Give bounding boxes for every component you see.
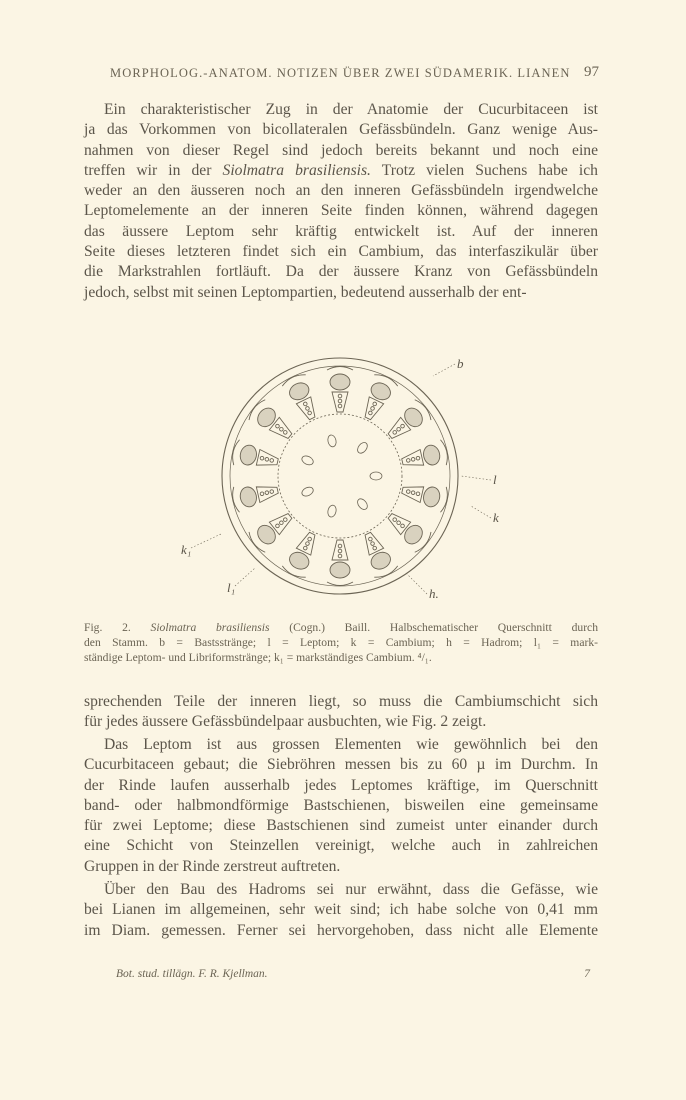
vessel: [338, 549, 342, 553]
vessel: [270, 458, 274, 462]
label-l1: l₁: [227, 580, 236, 595]
text-fragment: Trotz vielen Suchens habe ich: [381, 161, 598, 179]
medullary-strand: [356, 441, 370, 455]
paragraph-1: [84, 100, 598, 303]
hadrom: [296, 397, 319, 422]
vessel: [416, 492, 420, 496]
text-line: das äussere Leptom sehr kräftig entwickelt ist. Auf der inneren: [84, 222, 598, 240]
text-fragment: treffen wir in der: [84, 161, 212, 179]
vascular-bundle: [400, 439, 450, 474]
text-line: Ein charakteristischer Zug in der Anatomie der Cucurbitaceen ist: [104, 101, 598, 118]
text-line: Seite dieses letzteren findet sich ein Cambium, das interfaszikulär über: [84, 243, 598, 261]
vessel: [260, 492, 264, 496]
hadrom: [401, 450, 424, 470]
vessel: [368, 411, 373, 416]
vessel: [338, 554, 342, 558]
vessel: [411, 457, 415, 461]
hadrom: [361, 397, 384, 422]
label-leaders: [191, 364, 491, 594]
vessel: [396, 520, 401, 525]
cross-section-drawing: [175, 346, 515, 606]
hadrom: [332, 540, 348, 560]
vessel: [406, 458, 410, 462]
hadrom: [361, 530, 384, 555]
vessel: [400, 523, 405, 528]
medullary-strand: [327, 504, 337, 517]
vessel: [279, 520, 284, 525]
vessel: [275, 424, 280, 429]
text-line: Gruppen in der Rinde zerstreut auftreten.: [84, 857, 341, 875]
text-line: der Rinde laufen ausserhalb jedes Leptomes kräftige, im Querschnitt: [84, 776, 598, 794]
text-line: Über den Bau des Hadroms sei nur erwähnt, dass die Gefässe, wie: [104, 881, 598, 898]
caption-species: Siolmatra brasiliensis: [150, 621, 270, 634]
outer-cortex-ring: [222, 358, 458, 594]
vascular-bundle: [230, 478, 280, 513]
vessel: [416, 456, 420, 460]
vessel: [260, 456, 264, 460]
caption-line: ständige Leptom- und Libriformstränge; k₁ = markständiges Cambium. ⁴/₁.: [84, 651, 432, 664]
text-line: die Markstrahlen fortläuft. Da der äussere Kranz von Gefässbündeln: [84, 263, 598, 281]
vessel: [338, 544, 342, 548]
text-line-with-species: [84, 161, 598, 181]
vessel: [303, 402, 308, 407]
leptom: [330, 374, 350, 390]
text-line: für jedes äussere Gefässbündelpaar ausbuchten, wie Fig. 2 zeigt.: [84, 713, 487, 731]
text-line: nahmen von dieser Regel sind jedoch bereits bekannt und noch eine: [84, 141, 598, 159]
footer-signature: Bot. stud. tillägn. F. R. Kjellman.: [116, 968, 268, 980]
vessel: [283, 517, 288, 522]
leptom: [368, 549, 393, 572]
text-line: für zwei Leptome; diese Bastschienen sind zumeist unter einander durch: [84, 817, 598, 835]
vascular-bundle: [246, 506, 298, 555]
text-line: weder an den äusseren noch an den inneren Gefässbündeln irgendwelche: [84, 182, 598, 200]
medullary-strand: [356, 497, 370, 511]
figure-caption: [84, 620, 598, 665]
label-k1: k₁: [181, 542, 192, 557]
running-title: MORPHOLOG.-ANATOM. NOTIZEN ÜBER ZWEI SÜDAMERIK. LIANEN: [110, 66, 571, 80]
text-line: Das Leptom ist aus grossen Elementen wie gewöhnlich bei den: [104, 736, 598, 753]
figure-number: Fig. 2.: [84, 621, 131, 634]
text-line: jedoch, selbst mit seinen Leptompartien, bedeutend ausserhalb der ent-: [84, 283, 527, 301]
hadrom: [256, 482, 279, 502]
stem-cross-section-figure: [175, 346, 515, 606]
vascular-bundle: [230, 439, 280, 474]
label-k: k: [493, 510, 499, 525]
medullary-strand: [370, 472, 382, 480]
vessel: [368, 537, 373, 542]
hadrom: [401, 482, 424, 502]
page-number: 97: [584, 64, 599, 80]
page-footer: [116, 968, 596, 988]
label-l: l: [493, 472, 497, 487]
vessel: [392, 430, 397, 435]
bast-strand: [327, 582, 353, 586]
caption-line: den Stamm. b = Bastsstränge; l = Leptom; k = Cambium; h = Hadrom; l₁ = mark-: [84, 636, 598, 649]
vessel: [406, 489, 410, 493]
vessel: [338, 404, 342, 408]
vascular-bundle: [246, 398, 298, 447]
vessel: [392, 517, 397, 522]
caption-authors: (Cogn.) Baill.: [289, 621, 371, 634]
vessel: [338, 399, 342, 403]
vascular-bundle: [400, 478, 450, 513]
vessel: [270, 489, 274, 493]
vessel: [338, 394, 342, 398]
vessel: [396, 427, 401, 432]
vascular-bundles: [230, 367, 449, 586]
label-h: h.: [429, 586, 439, 601]
text-line: Cucurbitaceen gebaut; die Siebröhren messen bis zu 60 µ im Durchm. In: [84, 756, 598, 774]
species-name: Siolmatra brasiliensis.: [222, 161, 371, 179]
running-header: [0, 66, 686, 86]
vessel: [411, 491, 415, 495]
vessel: [275, 523, 280, 528]
vessel: [372, 402, 377, 407]
paragraph-2: [84, 692, 598, 733]
pith-boundary: [278, 414, 402, 538]
text-line: sprechenden Teile der inneren liegt, so muss die Cambiumschicht sich: [84, 693, 598, 710]
vessel: [370, 541, 375, 546]
leptom: [238, 485, 258, 508]
vessel: [279, 427, 284, 432]
vessel: [307, 411, 312, 416]
medullary-strand: [327, 434, 337, 447]
vessel: [265, 457, 269, 461]
leptom: [287, 549, 312, 572]
vessel: [303, 546, 308, 551]
label-b: b: [457, 356, 464, 371]
paragraph-3: [84, 735, 598, 877]
footer-sheet-number: 7: [584, 968, 590, 980]
text-line: im Diam. gemessen. Ferner sei hervorgehoben, dass nicht alle Elemente: [84, 921, 598, 939]
text-line: bei Lianen im allgemeinen, sehr weit sind; ich habe solche von 0,41 mm: [84, 901, 598, 919]
leptom: [368, 380, 393, 403]
bast-strand: [327, 367, 353, 371]
text-line: ja das Vorkommen von bicollateralen Gefässbündeln. Ganz wenige Aus-: [84, 121, 598, 139]
hadrom: [296, 530, 319, 555]
leptom: [422, 444, 442, 467]
leptom: [238, 444, 258, 467]
caption-line: [84, 620, 598, 635]
leptom: [422, 485, 442, 508]
caption-text: Halbschematischer Querschnitt durch: [389, 621, 599, 634]
text-line: eine Schicht von Steinzellen vereinigt, welche auch in zahlreichen: [84, 837, 598, 855]
paragraph-4: [84, 880, 598, 941]
vessel: [283, 430, 288, 435]
medullary-strand: [300, 485, 314, 497]
vascular-bundle: [327, 367, 353, 413]
inner-bundles: [300, 434, 382, 518]
text-line: Leptomelemente an der inneren Seite finden können, während dagegen: [84, 202, 598, 220]
hadrom: [256, 450, 279, 470]
vessel: [307, 537, 312, 542]
leptom: [330, 562, 350, 578]
vascular-bundle: [327, 540, 353, 586]
vascular-bundle: [382, 506, 434, 555]
vessel: [305, 541, 310, 546]
vessel: [370, 406, 375, 411]
vessel: [265, 491, 269, 495]
vessel: [400, 424, 405, 429]
text-line: band- oder halbmondförmige Bastschienen, bisweilen eine gemeinsame: [84, 796, 598, 814]
medullary-strand: [300, 454, 314, 466]
vessel: [305, 406, 310, 411]
leptom: [287, 380, 312, 403]
vessel: [372, 546, 377, 551]
hadrom: [332, 392, 348, 412]
